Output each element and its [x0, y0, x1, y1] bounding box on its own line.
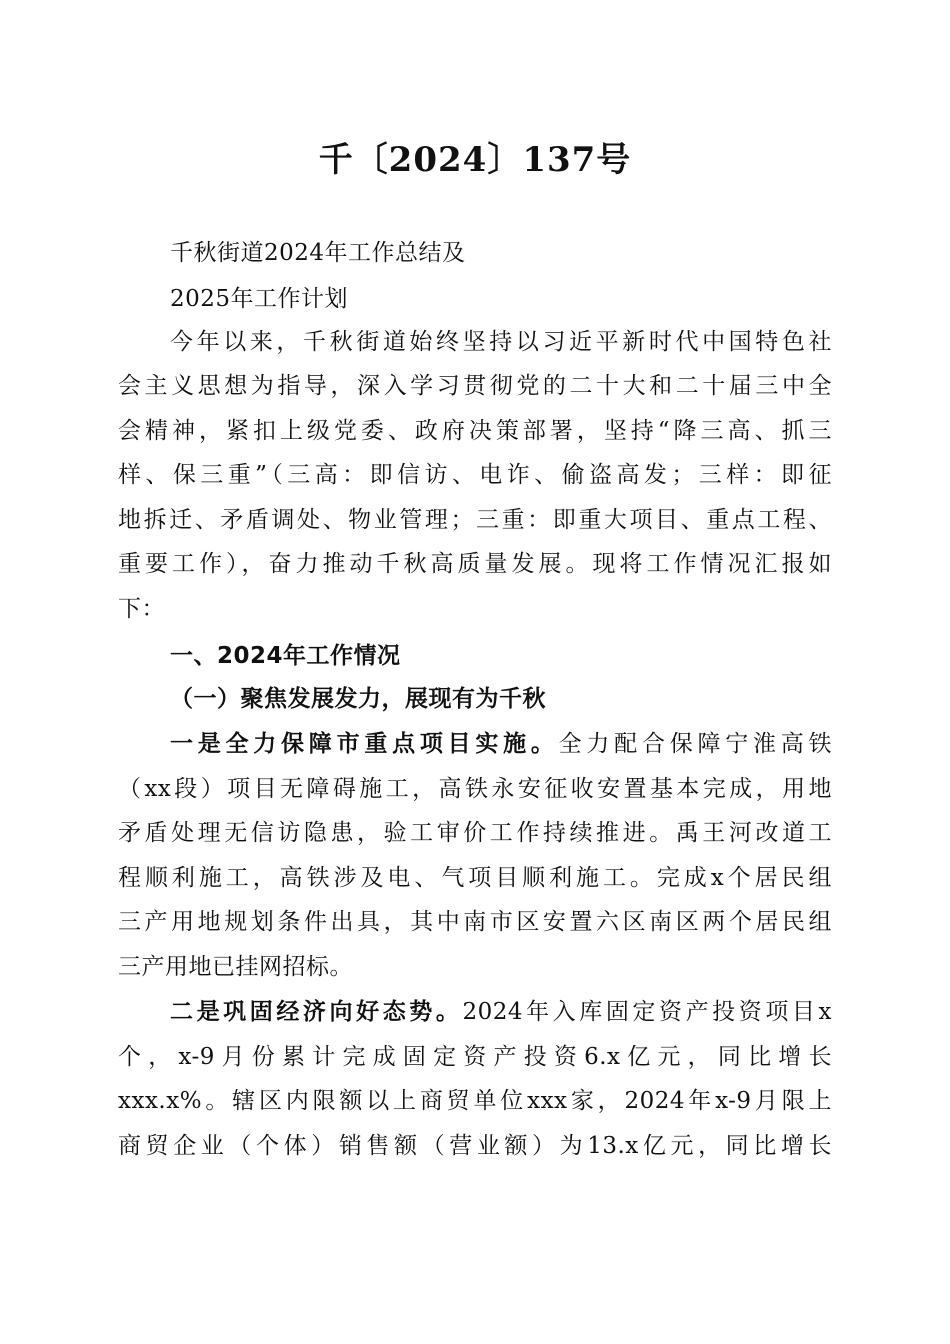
para1-line: 程顺利施工，高铁涉及电、气项目顺利施工。完成x个居民组	[118, 865, 832, 891]
section-heading: 一、2024年工作情况	[170, 643, 401, 669]
para2-line: 个，x-9月份累计完成固定资产投资6.x亿元，同比增长	[118, 1044, 832, 1070]
para1-first-line	[170, 728, 832, 760]
para1-line: 三产用地规划条件出具，其中南市区安置六区南区两个居民组	[118, 909, 832, 935]
intro-line: 地拆迁、矛盾调处、物业管理；三重：即重大项目、重点工程、	[118, 507, 832, 533]
para2-line: xxx.x%。辖区内限额以上商贸单位xxx家，2024年x-9月限上	[118, 1088, 832, 1114]
subsection-heading: （一）聚焦发展发力，展现有为千秋	[170, 685, 546, 712]
document-number: 千〔2024〕137号	[318, 140, 632, 180]
para2-line1-rest: 2024年入库固定资产投资项目x	[462, 999, 832, 1025]
para1-line1-rest: 全力配合保障宁淮高铁	[558, 731, 833, 757]
title-line-2: 2025年工作计划	[170, 286, 349, 312]
para1-line: 三产用地已挂网招标。	[118, 954, 353, 980]
para2-first-line	[170, 996, 832, 1028]
para2-lead: 二是巩固经济向好态势。	[170, 998, 463, 1025]
intro-line: 样、保三重”（三高：即信访、电诈、偷盗高发；三样：即征	[118, 462, 832, 488]
intro-line: 会主义思想为指导，深入学习贯彻党的二十大和二十届三中全	[118, 373, 832, 399]
para2-line: 商贸企业（个体）销售额（营业额）为13.x亿元，同比增长	[118, 1133, 832, 1159]
para1-lead: 一是全力保障市重点项目实施。	[170, 730, 559, 757]
para1-line: 矛盾处理无信访隐患，验工审价工作持续推进。禹王河改道工	[118, 820, 832, 846]
para1-line: （xx段）项目无障碍施工，高铁永安征收安置基本完成，用地	[118, 776, 832, 802]
intro-line: 会精神，紧扣上级党委、政府决策部署，坚持“降三高、抓三	[118, 418, 832, 444]
intro-line: 重要工作），奋力推动千秋高质量发展。现将工作情况汇报如	[118, 551, 832, 577]
title-line-1: 千秋街道2024年工作总结及	[170, 240, 466, 266]
intro-line: 今年以来，千秋街道始终坚持以习近平新时代中国特色社	[170, 329, 832, 355]
intro-line: 下：	[118, 596, 165, 622]
